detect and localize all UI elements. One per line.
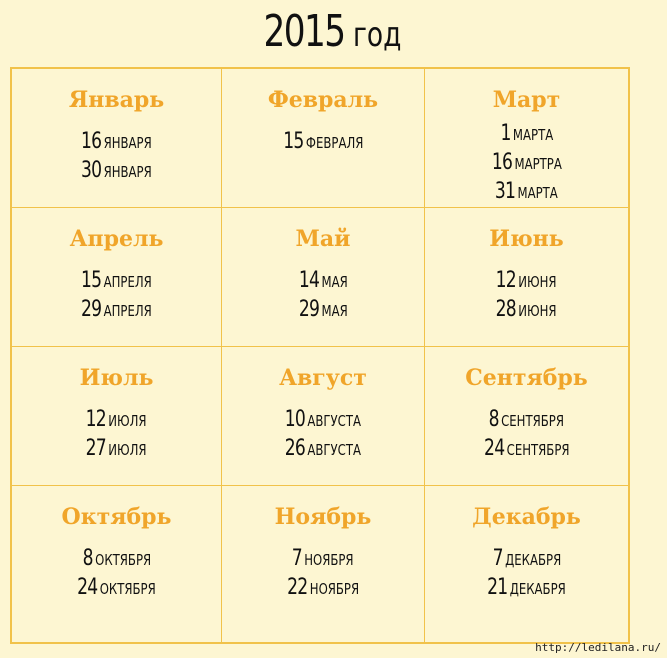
date-list: [425, 119, 628, 206]
date-entry: [12, 295, 221, 324]
title-word: год: [352, 15, 402, 55]
date-list: [12, 544, 221, 602]
date-month: СЕНТЯБРЯ: [506, 441, 570, 459]
page-title: [0, 6, 667, 57]
date-month: ДЕКАБРЯ: [509, 580, 566, 598]
month-cell: [222, 208, 425, 347]
date-list: [425, 266, 628, 324]
date-day: 27: [86, 436, 107, 461]
date-month: ИЮНЯ: [518, 273, 557, 291]
month-name: Январь: [68, 87, 165, 113]
date-month: ОКТЯБРЯ: [94, 551, 151, 569]
date-day: 22: [287, 575, 308, 600]
date-day: 28: [496, 297, 517, 322]
date-day: 8: [488, 407, 499, 432]
month-name: Август: [279, 365, 367, 391]
date-entry: [425, 544, 628, 573]
date-entry: [12, 127, 221, 156]
date-month: ЯНВАРЯ: [103, 163, 152, 181]
date-entry: [12, 266, 221, 295]
date-day: 16: [491, 150, 512, 175]
calendar-grid: [10, 67, 630, 644]
date-entry: [425, 266, 628, 295]
date-day: 29: [81, 297, 102, 322]
date-month: ОКТЯБРЯ: [99, 580, 156, 598]
date-entry: [222, 127, 424, 156]
date-list: [425, 405, 628, 463]
date-month: НОЯБРЯ: [304, 551, 354, 569]
date-day: 15: [81, 268, 102, 293]
month-cell: [222, 347, 425, 486]
month-name: Сентябрь: [465, 365, 588, 391]
date-entry: [12, 156, 221, 185]
date-month: МАЯ: [321, 302, 348, 320]
date-day: 16: [81, 129, 102, 154]
date-day: 7: [292, 546, 303, 571]
month-name: Март: [492, 87, 561, 113]
date-day: 14: [298, 268, 319, 293]
date-entry: [222, 266, 424, 295]
month-name: Ноябрь: [274, 504, 372, 530]
title-year: 2015: [263, 6, 345, 57]
date-entry: [425, 434, 628, 463]
date-month: ЯНВАРЯ: [103, 134, 152, 152]
month-cell: [222, 69, 425, 208]
date-list: [12, 266, 221, 324]
month-cell: [425, 486, 628, 642]
date-entry: [12, 434, 221, 463]
month-cell: [425, 347, 628, 486]
date-entry: [425, 148, 628, 177]
date-day: 24: [483, 436, 505, 461]
month-cell: [12, 208, 222, 347]
date-entry: [425, 405, 628, 434]
month-name: Октябрь: [61, 504, 172, 530]
date-day: 10: [284, 407, 306, 432]
date-day: 7: [492, 546, 503, 571]
date-list: [222, 544, 424, 602]
month-cell: [12, 69, 222, 208]
date-entry: [222, 573, 424, 602]
month-cell: [12, 486, 222, 642]
date-entry: [425, 295, 628, 324]
date-month: СЕНТЯБРЯ: [501, 412, 565, 430]
date-month: ИЮЛЯ: [108, 412, 147, 430]
date-list: [425, 544, 628, 602]
date-day: 29: [298, 297, 319, 322]
date-entry: [12, 405, 221, 434]
date-entry: [425, 119, 628, 148]
date-month: АВГУСТА: [307, 412, 362, 430]
date-entry: [222, 295, 424, 324]
date-entry: [222, 434, 424, 463]
watermark-url: http://ledilana.ru/: [535, 641, 661, 654]
date-month: АВГУСТА: [307, 441, 362, 459]
date-month: НОЯБРЯ: [309, 580, 359, 598]
date-entry: [222, 405, 424, 434]
date-day: 8: [82, 546, 93, 571]
month-cell: [222, 486, 425, 642]
date-entry: [425, 177, 628, 206]
date-month: ИЮЛЯ: [108, 441, 147, 459]
date-day: 31: [495, 179, 516, 204]
date-day: 12: [86, 407, 107, 432]
date-entry: [222, 544, 424, 573]
date-month: ФЕВРАЛЯ: [305, 134, 364, 152]
month-name: Июль: [79, 365, 154, 391]
date-month: МАРТА: [512, 126, 553, 144]
date-list: [222, 127, 424, 156]
date-month: МАРТА: [517, 184, 558, 202]
month-name: Декабрь: [472, 504, 581, 530]
date-entry: [425, 573, 628, 602]
date-day: 12: [496, 268, 517, 293]
month-name: Июнь: [489, 226, 564, 252]
date-entry: [12, 544, 221, 573]
date-list: [222, 266, 424, 324]
date-list: [12, 405, 221, 463]
date-list: [12, 127, 221, 185]
month-name: Май: [295, 226, 351, 252]
date-entry: [12, 573, 221, 602]
date-list: [222, 405, 424, 463]
month-cell: [425, 69, 628, 208]
date-day: 26: [284, 436, 306, 461]
date-month: ИЮНЯ: [518, 302, 557, 320]
month-cell: [12, 347, 222, 486]
date-day: 30: [81, 158, 102, 183]
date-month: МАЯ: [321, 273, 348, 291]
date-month: АПРЕЛЯ: [103, 273, 152, 291]
date-day: 24: [77, 575, 98, 600]
month-name: Апрель: [69, 226, 164, 252]
month-name: Февраль: [267, 87, 379, 113]
date-day: 21: [487, 575, 508, 600]
month-cell: [425, 208, 628, 347]
date-month: АПРЕЛЯ: [103, 302, 152, 320]
date-month: ДЕКАБРЯ: [504, 551, 561, 569]
date-month: МАРТРА: [514, 155, 562, 173]
date-day: 15: [282, 129, 304, 154]
date-day: 1: [500, 121, 511, 146]
